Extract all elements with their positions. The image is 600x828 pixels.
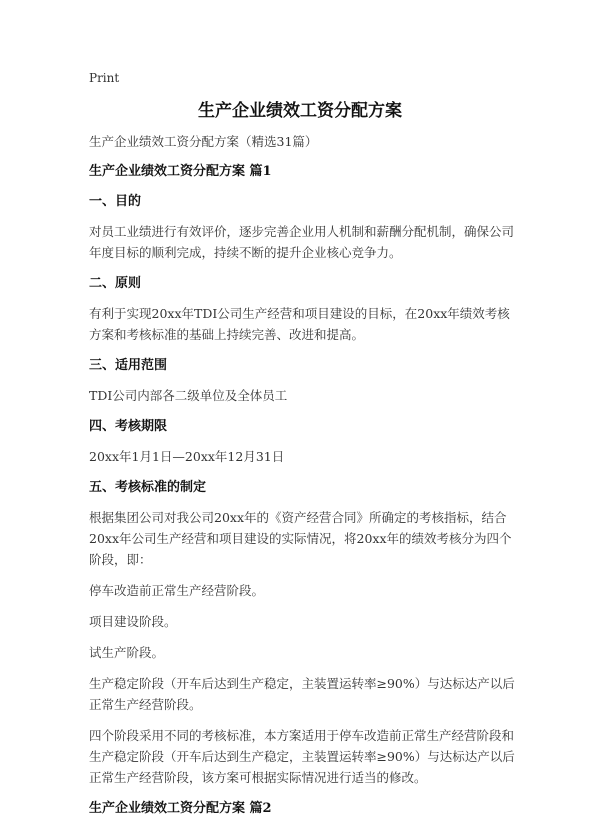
section3-heading: 三、适用范围 [89, 358, 168, 373]
stage-item: 试生产阶段。 [89, 645, 165, 660]
article-body [89, 131, 519, 828]
stage-item: 项目建设阶段。 [89, 614, 177, 629]
section3-text: TDI公司内部各二级单位及全体员工 [89, 388, 288, 403]
section1-text: 对员工业绩进行有效评价，逐步完善企业用人机制和薪酬分配机制，确保公司年度目标的顺利完成，持续不断的提升企业核心竞争力。 [89, 224, 515, 260]
section4-heading: 四、考核期限 [89, 419, 168, 434]
closing-text: 四个阶段采用不同的考核标准，本方案适用于停车改造前正常生产经营阶段和生产稳定阶段（开车后达到生产稳定，主装置运转率≥90%）与达标达产以后正常生产经营阶段，该方案可根据实际情况进行适当的修改。 [89, 728, 515, 785]
section2-heading: 二、原则 [89, 276, 142, 291]
stage-item: 停车改造前正常生产经营阶段。 [89, 583, 265, 598]
section2-text: 有利于实现20xx年TDI公司生产经营和项目建设的目标，在20xx年绩效考核方案和考核标准的基础上持续完善、改进和提高。 [89, 306, 510, 342]
section1-heading: 一、目的 [89, 194, 142, 209]
part1-heading: 生产企业绩效工资分配方案 篇1 [89, 164, 272, 179]
section4-text: 20xx年1月1日—20xx年12月31日 [89, 449, 285, 464]
article-subtitle: 生产企业绩效工资分配方案（精选31篇） [89, 134, 318, 149]
part2-heading: 生产企业绩效工资分配方案 篇2 [89, 801, 272, 816]
stage-item: 生产稳定阶段（开车后达到生产稳定，主装置运转率≥90%）与达标达产以后正常生产经营阶段。 [89, 676, 515, 712]
page-title: 生产企业绩效工资分配方案 [198, 101, 402, 121]
section5-text: 根据集团公司对我公司20xx年的《资产经营合同》所确定的考核指标，结合20xx年公司生产经营和项目建设的实际情况，将20xx年的绩效考核分为四个阶段，即： [89, 510, 512, 567]
print-link[interactable]: Print [89, 71, 120, 85]
section5-heading: 五、考核标准的制定 [89, 480, 207, 495]
